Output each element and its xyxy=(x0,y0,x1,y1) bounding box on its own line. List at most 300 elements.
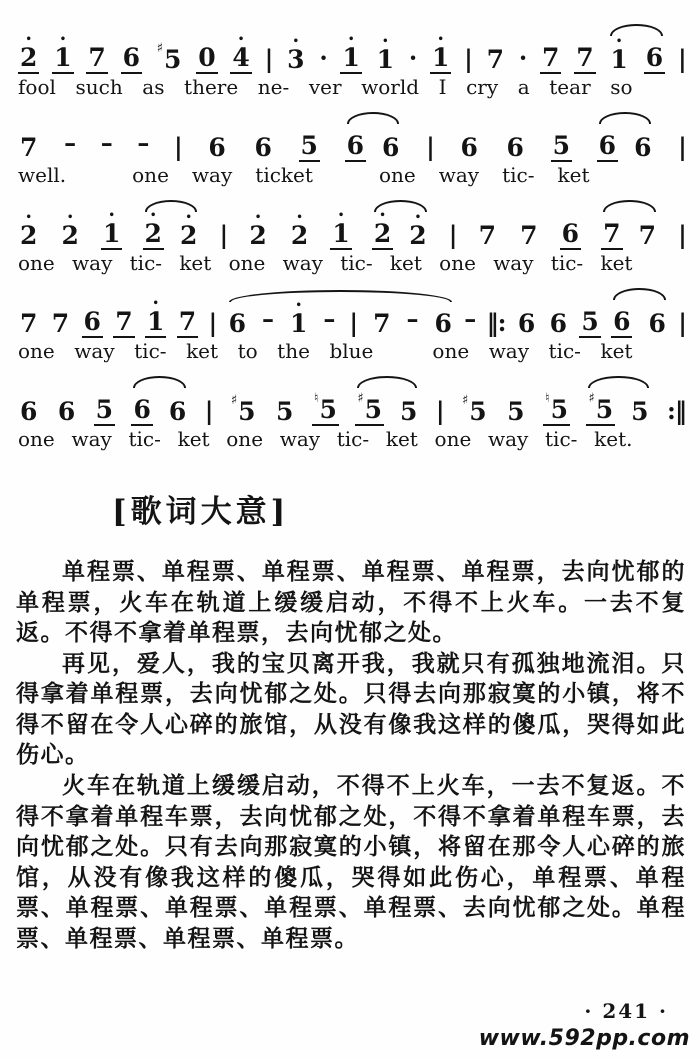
slur-group xyxy=(372,212,429,250)
lyric-syllable: fool xyxy=(18,75,56,99)
accidental-natural: ♮ xyxy=(544,391,550,406)
note-body xyxy=(50,311,71,338)
lyric-syllable: way xyxy=(282,251,323,275)
note-body xyxy=(345,133,366,162)
barline: | xyxy=(678,132,686,161)
lyric-syllable: one xyxy=(439,251,476,275)
note-body xyxy=(372,221,393,250)
accidental-natural: ♮ xyxy=(313,391,319,406)
note xyxy=(155,38,184,74)
note-digit: 2 xyxy=(20,221,38,250)
note-body xyxy=(52,45,73,74)
note-body xyxy=(632,135,653,162)
note xyxy=(177,300,198,338)
octave-dot: • xyxy=(414,212,422,223)
lyric-syllable: way xyxy=(279,427,321,451)
octave-dot: • xyxy=(67,212,74,223)
barline: | xyxy=(677,44,686,73)
note-digit: 5 xyxy=(319,395,337,424)
note-digit: 7 xyxy=(115,307,133,336)
note xyxy=(94,388,115,426)
note xyxy=(167,390,188,426)
lyric-syllable: one xyxy=(228,251,266,275)
note-body xyxy=(167,399,188,426)
note-body xyxy=(540,45,561,74)
note-body xyxy=(380,135,401,162)
note-digit: 5 xyxy=(400,397,418,426)
note-digit: 6 xyxy=(122,43,140,72)
note xyxy=(56,390,77,426)
note xyxy=(143,212,164,250)
note-digit: 6 xyxy=(549,309,567,338)
slur-group xyxy=(597,124,654,162)
note-body xyxy=(505,135,526,162)
note-body xyxy=(485,47,506,74)
note-digit: 5 xyxy=(581,307,599,336)
lyric-syllable: tic- xyxy=(545,427,578,451)
note-digit: 1 xyxy=(103,219,121,248)
duration-dash: – xyxy=(464,304,477,333)
lyric-syllable: ket xyxy=(186,339,219,363)
note-body xyxy=(601,221,622,250)
note-body xyxy=(644,45,665,74)
note-digit: 6 xyxy=(634,133,652,162)
note-body xyxy=(551,133,572,162)
note-body xyxy=(177,309,198,338)
note xyxy=(252,126,273,162)
note-body xyxy=(289,223,310,250)
note-digit: 7 xyxy=(486,45,505,74)
note-body xyxy=(312,391,339,426)
note-body xyxy=(375,47,396,74)
note xyxy=(646,302,667,338)
lyric-syllable: I xyxy=(438,75,447,99)
note xyxy=(196,36,217,74)
note xyxy=(285,38,306,74)
note-digit: 5 xyxy=(164,45,182,74)
note-digit: 1 xyxy=(342,43,360,72)
note-body xyxy=(274,399,295,426)
note-digit: 7 xyxy=(603,219,621,248)
note-digit: 6 xyxy=(517,309,536,338)
lyric-syllable: way xyxy=(438,163,480,187)
octave-dot: • xyxy=(25,34,32,45)
note xyxy=(18,126,39,162)
music-line xyxy=(18,286,686,362)
note-body xyxy=(18,135,39,162)
note xyxy=(516,302,537,338)
octave-dot: • xyxy=(254,212,262,223)
note xyxy=(560,212,581,250)
note xyxy=(288,302,309,338)
notes-row xyxy=(18,22,686,74)
note xyxy=(380,126,401,162)
notes-row xyxy=(18,110,686,162)
octave-dot: • xyxy=(292,36,300,47)
note-digit: 6 xyxy=(346,131,365,160)
note xyxy=(289,214,310,250)
note-digit: 2 xyxy=(249,221,267,250)
lyric-syllable: the xyxy=(277,339,310,363)
note xyxy=(229,390,258,426)
note-digit: 7 xyxy=(88,43,106,72)
lyric-syllable: cry xyxy=(466,75,499,99)
note-body xyxy=(252,135,273,162)
note-body xyxy=(548,311,569,338)
note xyxy=(330,212,351,250)
note-digit: 5 xyxy=(95,395,114,424)
page-footer xyxy=(479,999,690,1051)
note-body xyxy=(407,223,428,250)
accidental-sharp: ♯ xyxy=(230,393,238,408)
note-body xyxy=(247,223,268,250)
note xyxy=(131,388,152,426)
accidental-sharp: ♯ xyxy=(156,41,164,56)
lyric-syllable: ket xyxy=(389,251,422,275)
section-header xyxy=(112,486,700,531)
note-body xyxy=(196,45,217,74)
lyric-syllable: way xyxy=(191,163,233,187)
note xyxy=(579,300,600,338)
note-body xyxy=(330,221,351,250)
note xyxy=(433,302,454,338)
note xyxy=(50,302,71,338)
lyric-syllable: way xyxy=(488,339,530,363)
lyrics-row xyxy=(18,252,633,274)
slur-group xyxy=(131,388,188,426)
lyric-syllable: ket xyxy=(385,427,418,451)
translation-paragraph: 单程票、单程票、单程票、单程票、单程票，去向忧郁的单程票，火车在轨道上缓缓启动，不得不上火车。一去不复返。不得不拿着单程票，去向忧郁之处。 xyxy=(16,558,686,647)
lyric-syllable: ket xyxy=(179,251,212,275)
note-body xyxy=(94,397,115,426)
note xyxy=(597,124,618,162)
translation-paragraph: 再见，爱人，我的宝贝离开我，我就只有孤独地流泪。只得拿着单程票，去向忧郁之处。只得去向那寂寞的小镇，将不得不留在令人心碎的旅馆，从没有像我这样的傻瓜，哭得如此伤心。 xyxy=(16,649,686,769)
note-body xyxy=(230,45,251,74)
note-body xyxy=(398,399,419,426)
note-body xyxy=(18,223,39,250)
slur-group xyxy=(586,388,650,426)
lyric-gap xyxy=(613,164,633,186)
barline: | xyxy=(678,220,686,249)
lyric-syllable: one xyxy=(432,339,470,363)
note-digit: 6 xyxy=(208,133,226,162)
lyric-syllable: way xyxy=(493,251,534,275)
octave-dot: • xyxy=(379,210,386,221)
note xyxy=(375,38,396,74)
note xyxy=(113,300,134,338)
note-digit: 6 xyxy=(20,397,38,426)
lyric-syllable: one xyxy=(18,339,55,363)
note-digit: 4 xyxy=(232,43,250,72)
lyric-gap xyxy=(336,164,356,186)
note-digit: 6 xyxy=(460,133,478,162)
lyrics-row xyxy=(18,340,633,362)
note xyxy=(299,124,320,162)
slur-group xyxy=(355,388,419,426)
duration-dash: – xyxy=(100,128,113,157)
note-digit: 2 xyxy=(179,221,198,250)
note-digit: 6 xyxy=(434,309,452,338)
note-digit: 2 xyxy=(373,219,392,248)
lyric-syllable: so xyxy=(610,75,633,99)
note xyxy=(372,212,393,250)
augmentation-dot: · xyxy=(518,43,528,72)
slur-group xyxy=(345,124,402,162)
accidental-sharp: ♯ xyxy=(462,393,469,408)
note xyxy=(247,214,268,250)
note-body xyxy=(516,311,537,338)
octave-dot: • xyxy=(59,34,67,45)
lyric-syllable: tear xyxy=(549,75,591,99)
note-body xyxy=(430,45,451,74)
note-digit: 5 xyxy=(364,395,383,424)
note-digit: 7 xyxy=(638,221,656,250)
note-digit: 6 xyxy=(613,307,631,336)
note-digit: 6 xyxy=(168,397,187,426)
lyric-syllable: one xyxy=(132,163,169,187)
lyric-syllable: ne- xyxy=(257,75,290,99)
accidental-sharp: ♯ xyxy=(588,391,595,406)
lyric-syllable: way xyxy=(72,251,113,275)
octave-dot: • xyxy=(150,210,157,221)
lyric-syllable: tic- xyxy=(550,251,584,275)
music-line xyxy=(18,22,686,98)
note-body xyxy=(574,45,595,74)
note-digit: 6 xyxy=(648,309,666,338)
note-digit: 6 xyxy=(561,219,580,248)
website-watermark: www.592pp.com xyxy=(478,1026,690,1051)
lyric-syllable: way xyxy=(487,427,529,451)
note xyxy=(230,36,251,74)
note-digit: 2 xyxy=(20,43,38,72)
note-digit: 5 xyxy=(300,131,318,160)
note-body xyxy=(586,391,615,426)
note-digit: 5 xyxy=(595,395,614,424)
lyric-syllable: ket. xyxy=(594,427,633,451)
note-digit: 5 xyxy=(276,397,294,426)
note xyxy=(608,38,629,74)
barline: | xyxy=(448,220,457,249)
note-body xyxy=(579,309,600,338)
lyric-syllable: such xyxy=(75,75,123,99)
lyrics-row xyxy=(18,76,633,98)
note-body xyxy=(560,221,581,250)
note xyxy=(340,36,361,74)
note-body xyxy=(543,391,570,426)
note xyxy=(82,300,103,338)
slur-group xyxy=(227,302,454,338)
note-digit: 7 xyxy=(542,43,560,72)
slur-group xyxy=(143,212,200,250)
lyrics-translation xyxy=(16,557,686,955)
lyric-syllable: one xyxy=(18,427,55,451)
note xyxy=(477,214,498,250)
note-body xyxy=(288,311,309,338)
note xyxy=(543,388,570,426)
note-body xyxy=(145,309,166,338)
note xyxy=(518,214,539,250)
note-digit: 6 xyxy=(645,43,664,72)
note-digit: 1 xyxy=(332,219,350,248)
barline: | xyxy=(435,396,444,425)
lyric-syllable: one xyxy=(226,427,264,451)
note-body xyxy=(82,309,103,338)
note xyxy=(145,300,166,338)
slur-group xyxy=(601,212,658,250)
duration-dash: – xyxy=(64,128,77,157)
note-digit: 6 xyxy=(506,133,524,162)
music-line xyxy=(18,374,686,450)
note-body xyxy=(460,393,489,426)
lyrics-row xyxy=(18,428,633,450)
lyric-syllable: well. xyxy=(18,163,67,187)
barline: :‖ xyxy=(666,396,686,425)
note-body xyxy=(371,311,392,338)
octave-dot: • xyxy=(295,300,302,311)
barline: | xyxy=(219,220,228,249)
lyric-syllable: one xyxy=(434,427,472,451)
note-body xyxy=(505,399,526,426)
note-digit: 5 xyxy=(238,397,256,426)
duration-dash: – xyxy=(137,128,150,157)
note-digit: 1 xyxy=(147,307,165,336)
note-digit: 7 xyxy=(20,309,38,338)
augmentation-dot: · xyxy=(319,43,328,72)
lyric-syllable: tic- xyxy=(336,427,370,451)
note-digit: 5 xyxy=(631,397,649,426)
note-body xyxy=(597,133,618,162)
octave-dot: • xyxy=(437,34,444,45)
lyric-syllable: tic- xyxy=(548,339,581,363)
lyric-syllable: ket xyxy=(600,339,633,363)
note xyxy=(274,390,295,426)
note xyxy=(540,36,561,74)
duration-dash: – xyxy=(261,304,274,333)
note-body xyxy=(518,223,539,250)
note-digit: 1 xyxy=(289,309,308,338)
note xyxy=(227,302,248,338)
octave-dot: • xyxy=(382,36,389,47)
octave-dot: • xyxy=(615,36,623,47)
note-body xyxy=(121,45,142,74)
section-header-label: [歌词大意] xyxy=(112,494,290,530)
translation-paragraph: 火车在轨道上缓缓启动，不得不上火车，一去不复返。不得不拿着单程车票，去向忧郁之处，不得不拿着单程车票，去向忧郁之处。只有去向那寂寞的小镇，将留在那令人心碎的旅馆，从没有像我这样的傻瓜，哭得如此伤心，单程票、单程票、单程票、单程票、单程票、单程票、去向忧郁之处。单程票、单程票、单程票、单程票。 xyxy=(16,772,686,952)
note-body xyxy=(355,391,384,426)
barline: | xyxy=(174,132,182,161)
note-body xyxy=(637,223,658,250)
lyric-syllable: ket xyxy=(557,163,590,187)
note-digit: 2 xyxy=(409,221,427,250)
lyric-gap xyxy=(89,164,109,186)
note-digit: 5 xyxy=(552,131,570,160)
note-body xyxy=(101,221,122,250)
note xyxy=(355,388,384,426)
note-digit: 5 xyxy=(507,397,525,426)
lyric-syllable: world xyxy=(361,75,420,99)
note-digit: 7 xyxy=(373,309,391,338)
note-body xyxy=(477,223,498,250)
notes-row xyxy=(18,198,686,250)
note xyxy=(505,126,526,162)
note-body xyxy=(56,399,77,426)
lyric-syllable: way xyxy=(71,427,112,451)
note-digit: 7 xyxy=(478,221,497,250)
note-digit: 6 xyxy=(228,309,246,338)
note xyxy=(18,302,39,338)
note xyxy=(586,388,615,426)
lyric-syllable: tic- xyxy=(502,163,535,187)
note xyxy=(121,36,142,74)
note-digit: 7 xyxy=(520,221,538,250)
note-digit: 7 xyxy=(178,307,197,336)
note-digit: 5 xyxy=(469,397,487,426)
barline: | xyxy=(464,44,472,73)
note xyxy=(574,36,595,74)
note-digit: 2 xyxy=(61,221,79,250)
lyric-syllable: tic- xyxy=(129,251,163,275)
barline: | xyxy=(349,308,358,337)
note xyxy=(460,390,489,426)
note-body xyxy=(113,309,134,338)
lyric-syllable: tic- xyxy=(134,339,167,363)
lyric-syllable: blue xyxy=(329,339,374,363)
octave-dot: • xyxy=(185,212,192,223)
note xyxy=(86,36,107,74)
augmentation-dot: · xyxy=(408,43,418,72)
note xyxy=(52,36,73,74)
note-body xyxy=(608,47,629,74)
octave-dot: • xyxy=(152,298,159,309)
note xyxy=(371,302,392,338)
note xyxy=(18,390,39,426)
note xyxy=(407,214,428,250)
note xyxy=(611,300,632,338)
barline: ‖: xyxy=(486,308,506,337)
note-digit: 5 xyxy=(550,395,569,424)
note-body xyxy=(611,309,632,338)
octave-dot: • xyxy=(347,34,355,45)
note xyxy=(601,212,622,250)
note-digit: 7 xyxy=(576,43,594,72)
lyric-syllable: one xyxy=(378,163,416,187)
note-body xyxy=(18,399,39,426)
note-digit: 1 xyxy=(610,45,628,74)
note-digit: 6 xyxy=(254,133,272,162)
note-body xyxy=(299,133,320,162)
note-body xyxy=(60,223,81,250)
note-digit: 3 xyxy=(287,45,305,74)
note-body xyxy=(458,135,479,162)
note xyxy=(18,36,39,74)
note-digit: 6 xyxy=(382,133,400,162)
note-body xyxy=(629,399,650,426)
barline: | xyxy=(678,308,686,337)
barline: | xyxy=(264,44,273,73)
note-body xyxy=(433,311,454,338)
note-digit: 0 xyxy=(198,43,216,72)
notes-row xyxy=(18,374,686,426)
lyric-syllable: ket xyxy=(600,251,633,275)
note xyxy=(206,126,227,162)
note-digit: 6 xyxy=(133,395,151,424)
note xyxy=(101,212,122,250)
note xyxy=(458,126,479,162)
lyric-syllable: to xyxy=(237,339,258,363)
note-digit: 1 xyxy=(431,43,450,72)
note xyxy=(178,214,199,250)
lyric-syllable: way xyxy=(74,339,115,363)
note-body xyxy=(206,135,227,162)
